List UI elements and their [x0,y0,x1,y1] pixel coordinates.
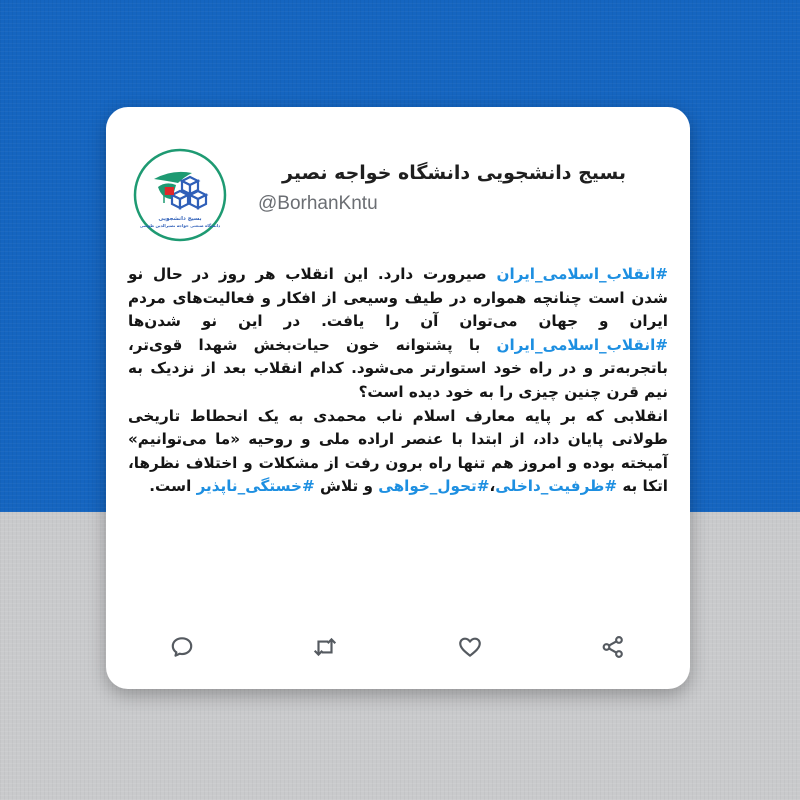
tweet-text-run: است. [149,477,197,496]
display-name[interactable]: بسیج دانشجویی دانشگاه خواجه نصیر [282,162,626,184]
share-icon [600,634,626,660]
hashtag-link[interactable]: #تحول_خواهی [378,477,490,496]
retweet-icon [312,634,338,660]
retweet-button[interactable] [309,631,341,663]
avatar-caption-line2: دانشگاه صنعتی خواجه نصیرالدین طوسی [139,223,221,228]
tweet-text-run: با پشتوانه خون حیات‌بخش شهدا قوی‌تر، باتجربه‌تر و در راه خود استوارتر می‌شود. کدام انقلاب بعد از نزدیک به نیم قرن چنین چیزی را به خود دیده است؟ [128,335,668,401]
action-bar [106,631,690,663]
handle[interactable]: @BorhanKntu [258,193,378,214]
avatar[interactable] [132,147,228,243]
hashtag-link[interactable]: #انقلاب_اسلامی_ایران [496,335,668,354]
tweet-text [128,263,668,499]
avatar-caption-line1: بسیج دانشجویی [158,216,202,222]
comment-icon [169,634,195,660]
hashtag-link[interactable]: #ظرفیت_داخلی [495,477,618,496]
tweet-text-run: و تلاش [314,477,379,496]
basij-logo-icon [132,147,228,243]
tweet-text-run: ، [489,477,496,496]
tweet-paragraph-2 [128,405,668,499]
tweet-text-run: انقلابی که بر پایه معارف اسلام ناب محمدی به یک انحطاط تاریخی طولانی پایان داد، از ابتدا با عنصر اراده ملی و روحیه «ما می‌توانیم» آمیخته بوده و امروز هم تنها راه برون رفت از مشکلات و اختلاف نظرها، اتکا به [128,406,668,496]
hashtag-link[interactable]: #انقلاب_اسلامی_ایران [496,265,668,283]
like-button[interactable] [454,631,486,663]
author-info [256,159,626,215]
reply-button[interactable] [166,631,198,663]
hashtag-link[interactable]: #خستگی_ناپذیر [196,477,315,496]
heart-icon [457,634,483,660]
tweet-paragraph-1 [128,263,668,405]
share-button[interactable] [597,631,629,663]
tweet-card [106,107,690,689]
tweet-text-run: صیرورت دارد. این انقلاب هر روز در حال نو شدن است چنانچه همواره در طیف وسیعی از افکار و فعالیت‌های مردم ایران و جهان می‌توان آن را یافت. در این نو شدن‌ها [128,265,668,331]
